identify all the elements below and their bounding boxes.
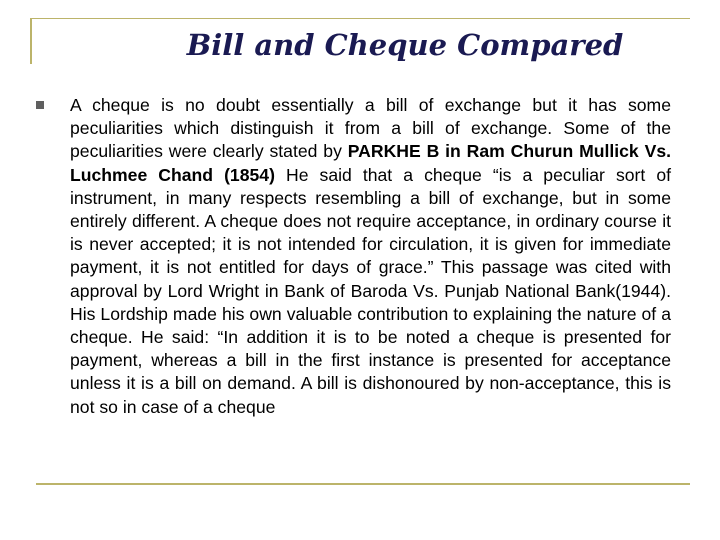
body-paragraph: [70, 94, 671, 419]
square-bullet-icon: [36, 101, 44, 109]
paragraph-text-part-2: He said that a cheque “is a peculiar sort of instrument, in many respects resembling a bill of exchange, but in some entirely different. A cheque does not require acceptance, in ordinary course it is never accepted; it is not intended for circulation, it is given for immediate payment, it is not entitled for days of grace.” This passage was cited with approval by Lord Wright in Bank of Baroda Vs. Punjab National Bank(1944). His Lordship made his own valuable contribution to explaining the nature of a cheque. He said: “In addition it is to be noted a cheque is presented for payment, whereas a bill in the first instance is presented for acceptance unless it is a bill on demand. A bill is dishonoured by non-acceptance, this is not so in case of a cheque: [70, 164, 672, 417]
case-citation-bold: PARKHE B in Ram Churun Mullick Vs. Luchmee Chand (1854): [70, 141, 671, 185]
top-decorative-line: [30, 18, 690, 19]
bottom-decorative-line: [36, 483, 690, 485]
slide-title: Bill and Cheque Compared: [186, 28, 624, 62]
paragraph-text-part-1: A cheque is no doubt essentially a bill of exchange but it has some peculiarities which distinguish it from a bill of exchange. Some of the peculiarities were clearly stated by: [70, 95, 671, 162]
